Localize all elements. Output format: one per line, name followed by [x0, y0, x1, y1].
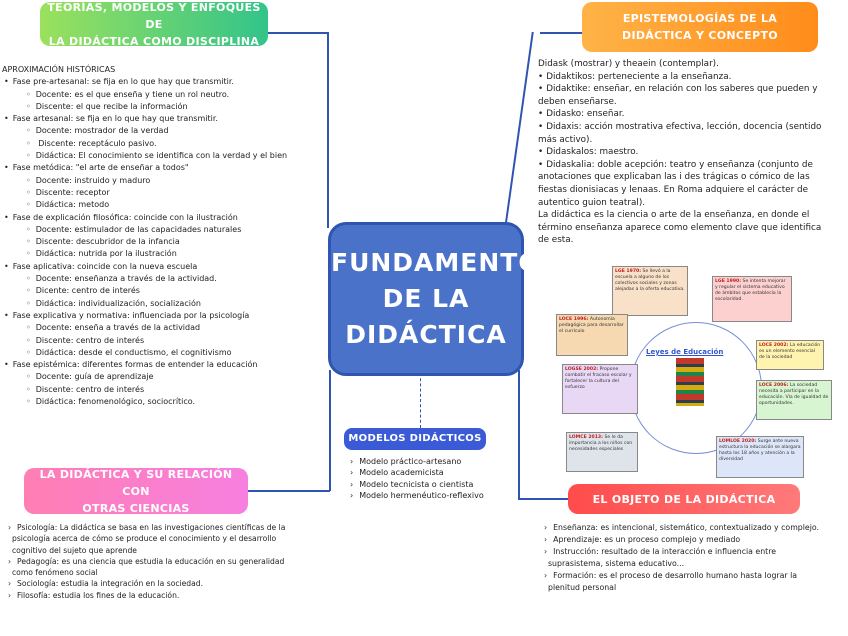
- law-text: La sociedad necesita a participar en la educación. Vía de igualdad de oportunidades.: [759, 383, 829, 406]
- law-tag: LOMCE 2013:: [569, 435, 603, 440]
- epistemology-line: término enseñanza aparece como elemento clave que identifica: [538, 222, 822, 233]
- phase-subitem: ◦ Didáctica: desde el conductismo, el cognitivismo: [2, 347, 328, 359]
- relation-line: psicología acerca de cómo se produce el conocimiento y el desarrollo: [12, 534, 277, 544]
- relations-list: [2, 522, 332, 601]
- phase-item: • Fase aplicativa: coincide con la nueva escuela: [2, 261, 328, 273]
- connector-right-vertical: [504, 32, 533, 228]
- law-text: Se llevó a la escuela a alguno de los colectivos sociales y zonas alejadas a la oferta educativa.: [615, 269, 685, 292]
- epistemology-line: fiestas dionisiacas y lenaas. En Roma adquiere el carácter de: [538, 184, 809, 195]
- relation-line: › Pedagogía: es una ciencia que estudia la educación en su generalidad: [2, 556, 332, 567]
- law-tag: LOMLOE 2020:: [719, 439, 757, 444]
- phase-subitem: ◦ Didáctica: metodo: [2, 199, 328, 211]
- phase-subitem: ◦ Docente: mostrador de la verdad: [2, 125, 328, 137]
- connector-left-down: [329, 370, 331, 491]
- law-box: [716, 436, 804, 478]
- relation-line: › Filosofía: estudia los fines de la educación.: [2, 590, 332, 601]
- header-epistemologias-line2: DIDÁCTICA Y CONCEPTO: [622, 29, 778, 42]
- law-text: Autonomía pedagógica para desarrollar el currículo: [559, 317, 624, 334]
- phase-subitem: ◦ Docente: enseñanza a través de la actividad.: [2, 273, 328, 285]
- connector-right-down: [518, 370, 520, 499]
- connector-bottom-left: [248, 490, 330, 492]
- header-teorias-line2: LA DIDÁCTICA COMO DISCIPLINA: [48, 34, 260, 48]
- phase-subitem: ◦ Didáctica: individualización, socialización: [2, 298, 328, 310]
- law-tag: LGE 1970:: [615, 269, 642, 274]
- laws-center-label: Leyes de Educación: [646, 348, 724, 356]
- header-teorias-line1: TEORÍAS, MODELOS Y ENFOQUES DE: [47, 0, 261, 31]
- epistemology-section: [538, 58, 844, 247]
- law-box: [556, 314, 628, 356]
- law-box: [756, 340, 824, 370]
- phase-subitem: ◦ Docente: estimulador de las capacidades naturales: [2, 224, 328, 236]
- phase-subitem: ◦ Discente: receptáculo pasivo.: [2, 138, 328, 150]
- law-text: La educación es un elemento esencial de la sociedad: [759, 343, 821, 360]
- relation-line: › Psicología: La didáctica se basa en las investigaciones científicas de la: [2, 522, 332, 533]
- law-text: Se intenta mejorar y regular el sistema educativo de ámbitos que establecía la escolaridad.: [715, 279, 786, 302]
- phase-item: • Fase de explicación filosófica: coincide con la ilustración: [2, 212, 328, 224]
- model-item: › Modelo tecnicista o cientista: [344, 479, 514, 490]
- central-title-line2: DE LA: [382, 284, 470, 313]
- phase-item: • Fase metódica: "el arte de enseñar a todos": [2, 162, 328, 174]
- object-line: › Formación: es el proceso de desarrollo humano hasta lograr la: [538, 570, 846, 582]
- law-tag: LOCE 1996:: [559, 317, 589, 322]
- law-box: [712, 276, 792, 322]
- model-item: › Modelo práctico-artesano: [344, 456, 514, 467]
- phase-subitem: ◦ Discente: el que recibe la información: [2, 101, 328, 113]
- epistemology-line: • Didasko: enseñar.: [538, 108, 844, 121]
- books-image: [676, 358, 704, 406]
- historical-approach-section: [2, 64, 328, 408]
- phase-subitem: ◦ Didáctica: nutrida por la ilustración: [2, 248, 328, 260]
- phase-item: • Fase artesanal: se fija en lo que hay que transmitir.: [2, 113, 328, 125]
- relation-line: cognitivo del sujeto que aprende: [12, 545, 137, 555]
- epistemology-line: La didáctica es la ciencia o arte de la enseñanza, en donde el: [538, 210, 810, 221]
- models-list: [344, 456, 514, 502]
- header-modelos-label: MODELOS DIDÁCTICOS: [348, 433, 482, 444]
- law-tag: LOCE 2002:: [759, 343, 789, 348]
- connector-left-top: [268, 32, 328, 34]
- header-modelos: [344, 428, 486, 450]
- model-item: › Modelo academicista: [344, 467, 514, 478]
- epistemology-line: • Didaskalia: doble acepción: teatro y enseñanza (conjunto de: [538, 159, 844, 172]
- epistemology-line: de esta.: [538, 235, 574, 246]
- epistemology-line: Didask (mostrar) y theaein (contemplar).: [538, 59, 719, 69]
- epistemology-line: • Didaktikos: perteneciente a la enseñanza.: [538, 71, 844, 84]
- header-epistemologias-line1: EPISTEMOLOGÍAS DE LA: [622, 12, 778, 25]
- law-text: Surge ante nueva estructura la educación se alargara hasta los 18 años y atención a la diversidad: [719, 439, 801, 462]
- object-line: › Enseñanza: es intencional, sistemático, contextualizado y complejo.: [538, 522, 846, 534]
- historical-approach-title: APROXIMACIÓN HISTÓRICAS: [2, 65, 116, 74]
- phase-item: • Fase explicativa y normativa: influenciada por la psicología: [2, 310, 328, 322]
- law-box: [566, 432, 638, 472]
- law-tag: LGE 1990:: [715, 279, 742, 284]
- header-teorias: [40, 2, 268, 46]
- header-objeto-label: EL OBJETO DE LA DIDÁCTICA: [592, 492, 776, 506]
- object-line: plenitud personal: [548, 583, 617, 592]
- header-relacion-line2: OTRAS CIENCIAS: [82, 501, 190, 515]
- phase-subitem: ◦ Didáctica: fenomenológico, sociocrítico.: [2, 396, 328, 408]
- law-box: [562, 364, 638, 414]
- epistemology-line: • Didaxis: acción mostrativa efectiva, lección, docencia (sentido: [538, 121, 844, 134]
- phase-subitem: ◦ Docente: instruido y maduro: [2, 175, 328, 187]
- central-title-line1: FUNDAMENTOS: [331, 248, 560, 277]
- connector-bottom-right: [518, 498, 568, 500]
- law-tag: LOGSE 2002:: [565, 367, 599, 372]
- phase-subitem: ◦ Dicente: centro de interés: [2, 285, 328, 297]
- phase-item: • Fase epistémica: diferentes formas de entender la educación: [2, 359, 328, 371]
- relation-line: › Sociología: estudia la integración en la sociedad.: [2, 578, 332, 589]
- header-objeto: [568, 484, 800, 514]
- phase-subitem: ◦ Docente: guía de aprendizaje: [2, 371, 328, 383]
- header-relacion-line1: LA DIDÁCTICA Y SU RELACIÓN CON: [39, 467, 233, 498]
- object-list: [538, 522, 846, 594]
- epistemology-line: más activo).: [538, 134, 593, 145]
- relation-line: como fenómeno social: [12, 568, 98, 578]
- epistemology-line: anotaciones que explicaban las i des trágicas o cómico de las: [538, 172, 810, 183]
- phase-subitem: ◦ Didáctica: El conocimiento se identifica con la verdad y el bien: [2, 150, 328, 162]
- phase-subitem: ◦ Discente: receptor: [2, 187, 328, 199]
- epistemology-line: • Didaskalos: maestro.: [538, 146, 844, 159]
- phase-item: • Fase pre-artesanal: se fija en lo que hay que transmitir.: [2, 76, 328, 88]
- object-line: › Aprendizaje: es un proceso complejo y mediado: [538, 534, 846, 546]
- epistemology-line: • Didaktike: enseñar, en relación con los saberes que pueden y: [538, 83, 844, 96]
- phase-subitem: ◦ Discente: centro de interés: [2, 335, 328, 347]
- object-line: suprasistema, sistema educativo...: [548, 559, 685, 568]
- phase-subitem: ◦ Docente: enseña a través de la actividad: [2, 322, 328, 334]
- epistemology-line: autentico guion teatral).: [538, 197, 646, 208]
- law-tag: LOCE 2006:: [759, 383, 789, 388]
- header-epistemologias: [582, 2, 818, 52]
- law-text: Se le da importancia a los niños con necesidades especiales: [569, 435, 633, 452]
- law-text: Propone combatir el fracaso escolar y fortalecer la cultura del esfuerzo: [565, 367, 632, 390]
- connector-center-down: [420, 373, 421, 428]
- connector-right-top: [540, 32, 582, 34]
- object-line: › Instrucción: resultado de la interacción e influencia entre: [538, 546, 846, 558]
- epistemology-line: deben enseñarse.: [538, 96, 617, 107]
- model-item: › Modelo hermenéutico-reflexivo: [344, 490, 514, 501]
- central-title-line3: DIDÁCTICA: [345, 320, 507, 349]
- phase-subitem: ◦ Docente: es el que enseña y tiene un rol neutro.: [2, 89, 328, 101]
- header-relacion: [24, 468, 248, 514]
- law-box: [612, 266, 688, 316]
- law-box: [756, 380, 832, 420]
- historical-approach-list: [2, 76, 328, 408]
- phase-subitem: ◦ Discente: descubridor de la infancia: [2, 236, 328, 248]
- phase-subitem: ◦ Discente: centro de interés: [2, 384, 328, 396]
